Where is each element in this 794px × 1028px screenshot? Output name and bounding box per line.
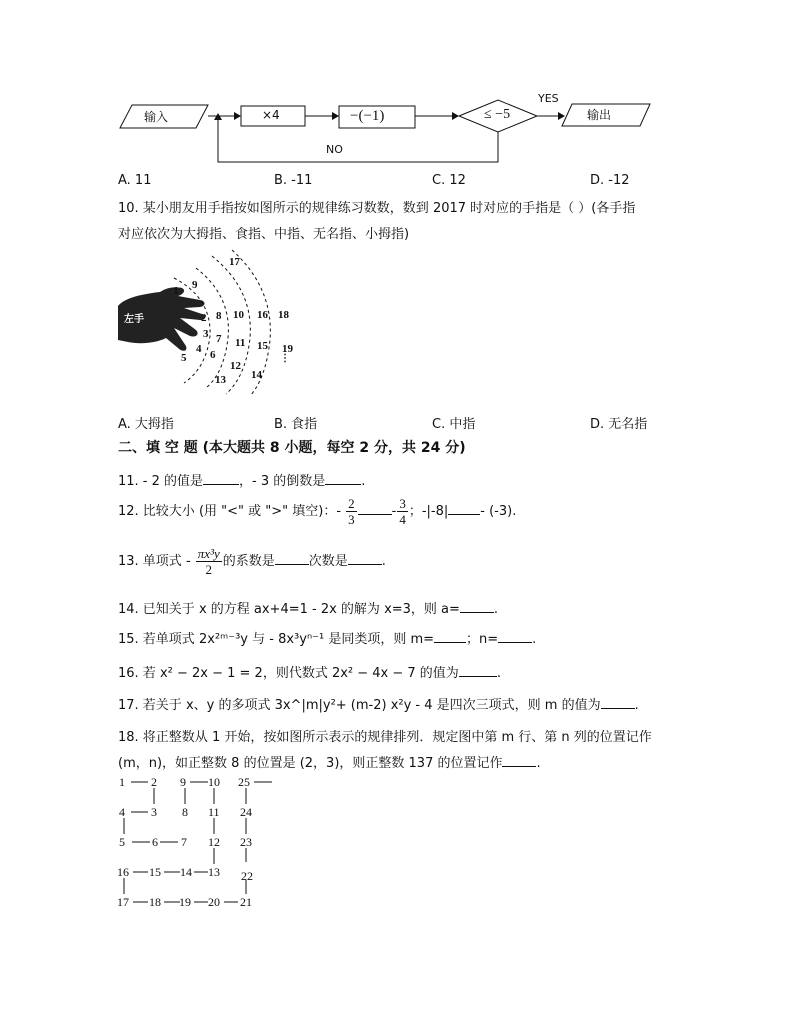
grid-num-22: 22 [241, 869, 253, 883]
grid-num-8: 8 [182, 805, 188, 819]
q13-blank-2[interactable] [348, 552, 382, 565]
hand-num-12: 12 [230, 360, 241, 372]
grid-num-11: 11 [208, 805, 220, 819]
q16 [118, 662, 501, 681]
q15-part-a: 15. 若单项式 2x²ᵐ⁻³y 与 ‐ 8x³yⁿ⁻¹ 是同类项，则 m= [118, 632, 435, 647]
q10-option-d: D. 无名指 [590, 417, 648, 432]
q9-option-b: B. -11 [274, 173, 313, 188]
hand-num-19: 19 [282, 343, 293, 355]
q9-option-d: D. -12 [590, 173, 630, 188]
hand-num-5: 5 [181, 352, 187, 364]
hand-num-4: 4 [196, 343, 202, 355]
flowchart [110, 88, 670, 168]
grid-num-24: 24 [240, 805, 252, 819]
q15-part-b: ；n= [466, 632, 499, 647]
q12-blank-1[interactable] [358, 502, 392, 515]
grid-num-12: 12 [208, 835, 220, 849]
hand-dots: ⋮ [280, 353, 290, 364]
grid-num-16: 16 [117, 865, 129, 879]
hand-num-3: 3 [203, 328, 209, 340]
grid-num-1: 1 [119, 775, 125, 789]
q12-fraction-2: $\frac{3}{4}$ [399, 496, 406, 527]
q14-part-a: 14. 已知关于 x 的方程 ax+4=1 ‐ 2x 的解为 x=3，则 a= [118, 602, 460, 617]
hand-num-8: 8 [216, 310, 222, 322]
q10-text-line2: 对应依次为大拇指、食指、中指、无名指、小拇指) [118, 227, 410, 242]
flow-output: 输出 [587, 108, 612, 122]
q17 [118, 694, 639, 713]
hand-num-6: 6 [210, 349, 216, 361]
q17-part-b: . [634, 698, 639, 713]
q17-part-a: 17. 若关于 x、y 的多项式 3x^|m|y²+ (m‐2) x²y ‐ 4 是四次三项式，则 m 的值为 [118, 698, 601, 713]
flow-no-label: NO [326, 143, 343, 156]
q13-part-b: 的系数是 [222, 554, 275, 569]
hand-num-9: 9 [192, 279, 198, 291]
q11-part-b: ，‐ 3 的倒数是 [239, 474, 326, 489]
q16-part-a: 16. 若 x² − 2x − 1 = 2，则代数式 2x² − 4x − 7 的值为 [118, 666, 459, 681]
grid-num-10: 10 [208, 775, 220, 789]
grid-num-14: 14 [180, 865, 192, 879]
number-grid-lines [110, 770, 290, 910]
hand-num-14: 14 [251, 369, 262, 381]
q10-option-b: B. 食指 [274, 417, 318, 432]
hand-num-18: 18 [278, 309, 289, 321]
q11-part-c: . [361, 474, 366, 489]
q18-line1: 18. 将正整数从 1 开始，按如图所示表示的规律排列．规定图中第 m 行、第 n 列的位置记作 [118, 730, 652, 745]
q14 [118, 598, 498, 617]
grid-num-7: 7 [181, 835, 187, 849]
q13-fraction: $\frac{\text{πx³y}}{2}$ [197, 546, 220, 577]
q18-part-b: . [536, 756, 541, 771]
q15-blank-1[interactable] [434, 630, 466, 643]
q12-part-b: ；‐|‐8| [408, 504, 449, 519]
flow-input: 输入 [144, 110, 169, 124]
hand-figure [114, 248, 314, 398]
q9-option-c: C. 12 [432, 173, 466, 188]
q12 [118, 496, 516, 527]
q15 [118, 628, 536, 647]
q12-fraction-1: $\frac{2}{3}$ [348, 496, 355, 527]
q17-blank[interactable] [601, 696, 635, 709]
q12-part-c: ‐ (‐3). [480, 504, 517, 519]
hand-num-13: 13 [215, 374, 226, 386]
q16-blank[interactable] [459, 664, 497, 677]
grid-num-20: 20 [208, 895, 220, 909]
q12-part-a: 12. 比较大小 (用 "<" 或 ">" 填空)：‐ [118, 504, 342, 519]
q11-part-a: 11. ‐ 2 的值是 [118, 474, 204, 489]
q16-part-b: . [496, 666, 501, 681]
grid-num-25: 25 [238, 775, 250, 789]
hand-num-16: 16 [257, 309, 268, 321]
q13-part-d: . [381, 554, 386, 569]
grid-num-4: 4 [119, 805, 125, 819]
flow-times4: ×4 [262, 108, 280, 122]
q11-blank-1[interactable] [203, 472, 239, 485]
hand-num-1: 1 [173, 285, 179, 297]
q12-minus: ‐ [391, 504, 397, 519]
q11-blank-2[interactable] [325, 472, 361, 485]
grid-num-9: 9 [180, 775, 186, 789]
q14-part-b: . [493, 602, 499, 617]
hand-num-17: 17 [229, 256, 240, 268]
grid-num-5: 5 [119, 835, 125, 849]
grid-num-15: 15 [149, 865, 161, 879]
q13-part-a: 13. 单项式 ‐ [118, 554, 191, 569]
hand-num-7: 7 [216, 333, 222, 345]
hand-num-15: 15 [257, 340, 268, 352]
q18-line2 [118, 752, 541, 771]
grid-num-21: 21 [240, 895, 252, 909]
hand-num-11: 11 [235, 337, 246, 349]
q13-blank-1[interactable] [275, 552, 309, 565]
q15-part-c: . [532, 632, 537, 647]
q10-option-c: C. 中指 [432, 417, 476, 432]
hand-num-10: 10 [233, 309, 244, 321]
q10-text-line1: 10. 某小朋友用手指按如图所示的规律练习数数，数到 2017 时对应的手指是（ ）(各手指 [118, 201, 636, 216]
flow-minus-neg1: −(−1) [350, 108, 385, 124]
hand-label: 左手 [124, 314, 144, 325]
grid-num-23: 23 [240, 835, 252, 849]
hand-num-2: 2 [201, 312, 207, 324]
q12-blank-2[interactable] [448, 502, 480, 515]
q18-part-a: (m，n)，如正整数 8 的位置是 (2，3)，则正整数 137 的位置记作 [118, 756, 503, 771]
grid-num-2: 2 [151, 775, 157, 789]
grid-num-3: 3 [151, 805, 157, 819]
grid-num-17: 17 [117, 895, 129, 909]
q10-option-a: A. 大拇指 [118, 417, 174, 432]
flow-yes-label: YES [538, 92, 559, 105]
q15-blank-2[interactable] [498, 630, 532, 643]
grid-num-19: 19 [179, 895, 191, 909]
flow-condition: ≤ −5 [484, 107, 511, 122]
q18-blank[interactable] [502, 754, 536, 767]
grid-num-13: 13 [208, 865, 220, 879]
q14-blank[interactable] [460, 600, 494, 613]
q13-part-c: 次数是 [308, 554, 348, 569]
section-2-heading: 二、填 空 题 (本大题共 8 小题，每空 2 分，共 24 分) [118, 440, 466, 456]
grid-num-18: 18 [149, 895, 161, 909]
q11 [118, 470, 365, 489]
q13 [118, 546, 386, 577]
q9-option-a: A. 11 [118, 173, 152, 188]
grid-num-6: 6 [152, 835, 158, 849]
